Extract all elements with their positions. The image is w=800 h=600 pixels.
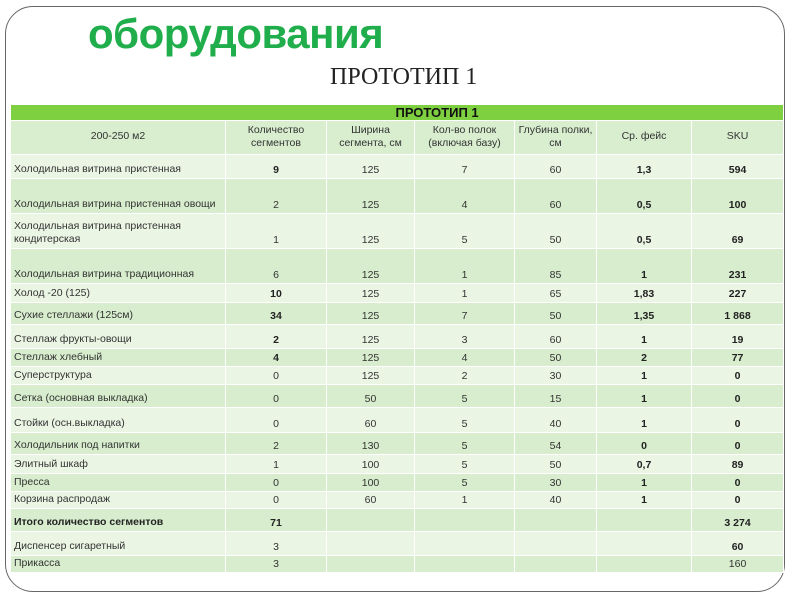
slide-subtitle: ПРОТОТИП 1 — [330, 64, 478, 90]
avg-facing: 1 — [597, 474, 692, 492]
table-row — [11, 509, 784, 532]
shelf-depth: 60 — [515, 325, 597, 349]
shelf-depth: 60 — [515, 155, 597, 179]
segments-count: 9 — [226, 155, 327, 179]
sku-count: 227 — [692, 284, 784, 303]
avg-facing: 1,35 — [597, 303, 692, 325]
avg-facing: 0,5 — [597, 214, 692, 249]
sku-count: 0 — [692, 492, 784, 509]
shelf-depth: 30 — [515, 367, 597, 385]
row-name: Стеллаж фрукты-овощи — [11, 325, 226, 349]
avg-facing: 1 — [597, 325, 692, 349]
shelf-depth: 85 — [515, 249, 597, 284]
shelf-depth: 30 — [515, 474, 597, 492]
shelves-count-header: Кол-во полок (включая базу) — [415, 121, 515, 155]
row-name: Итого количество сегментов — [11, 509, 226, 532]
segments-count-header: Количество сегментов — [226, 121, 327, 155]
row-name: Холодильная витрина пристенная кондитерская — [11, 214, 226, 249]
segments-count: 71 — [226, 509, 327, 532]
row-name: Сухие стеллажи (125см) — [11, 303, 226, 325]
shelf-depth: 15 — [515, 385, 597, 408]
row-name: Холод -20 (125) — [11, 284, 226, 303]
shelves-count: 4 — [415, 179, 515, 214]
slide-title: оборудования — [88, 10, 384, 57]
sku-count: 69 — [692, 214, 784, 249]
table-row — [11, 155, 784, 179]
table-row — [11, 433, 784, 455]
table-row — [11, 367, 784, 385]
avg-facing: 1 — [597, 385, 692, 408]
shelves-count: 1 — [415, 284, 515, 303]
table-row — [11, 214, 784, 249]
shelf-depth-header: Глубина полки, см — [515, 121, 597, 155]
segments-count: 2 — [226, 433, 327, 455]
shelves-count: 5 — [415, 385, 515, 408]
table-row — [11, 284, 784, 303]
sku-count: 0 — [692, 385, 784, 408]
segments-count: 0 — [226, 474, 327, 492]
shelves-count: 5 — [415, 214, 515, 249]
row-name: Корзина распродаж — [11, 492, 226, 509]
shelves-count — [415, 509, 515, 532]
sku-count: 100 — [692, 179, 784, 214]
shelf-depth: 50 — [515, 303, 597, 325]
shelves-count — [415, 556, 515, 573]
equipment-table — [10, 104, 784, 573]
shelves-count: 4 — [415, 349, 515, 367]
sku-count: 19 — [692, 325, 784, 349]
sku-count: 594 — [692, 155, 784, 179]
row-name: Пресса — [11, 474, 226, 492]
segments-count: 1 — [226, 214, 327, 249]
table-row — [11, 249, 784, 284]
segment-width: 100 — [327, 474, 415, 492]
segment-width: 100 — [327, 455, 415, 474]
avg-facing: 0,7 — [597, 455, 692, 474]
sku-count: 0 — [692, 408, 784, 433]
segment-width: 60 — [327, 408, 415, 433]
row-name: Холодильная витрина пристенная — [11, 155, 226, 179]
shelf-depth — [515, 532, 597, 556]
row-name: Холодильник под напитки — [11, 433, 226, 455]
avg-facing: 1,83 — [597, 284, 692, 303]
segment-width — [327, 509, 415, 532]
shelf-depth: 54 — [515, 433, 597, 455]
table-row — [11, 408, 784, 433]
shelf-depth: 50 — [515, 349, 597, 367]
segments-count: 6 — [226, 249, 327, 284]
row-name: Диспенсер сигаретный — [11, 532, 226, 556]
sku-count: 0 — [692, 433, 784, 455]
segment-width: 130 — [327, 433, 415, 455]
avg-facing: 1 — [597, 408, 692, 433]
shelf-depth: 40 — [515, 408, 597, 433]
shelves-count: 7 — [415, 155, 515, 179]
shelf-depth: 50 — [515, 214, 597, 249]
segment-width: 50 — [327, 385, 415, 408]
avg-facing: 2 — [597, 349, 692, 367]
shelf-depth: 65 — [515, 284, 597, 303]
avg-facing — [597, 556, 692, 573]
segment-width: 60 — [327, 492, 415, 509]
segments-count: 2 — [226, 179, 327, 214]
segment-width: 125 — [327, 325, 415, 349]
table-row — [11, 385, 784, 408]
row-name: Стойки (осн.выкладка) — [11, 408, 226, 433]
avg-facing: 1 — [597, 367, 692, 385]
segments-count: 3 — [226, 532, 327, 556]
segments-count: 0 — [226, 367, 327, 385]
sku-count: 231 — [692, 249, 784, 284]
avg-facing: 1 — [597, 492, 692, 509]
segments-count: 10 — [226, 284, 327, 303]
sku-count: 89 — [692, 455, 784, 474]
table-row — [11, 556, 784, 573]
segments-count: 3 — [226, 556, 327, 573]
segment-width: 125 — [327, 367, 415, 385]
shelves-count: 5 — [415, 474, 515, 492]
avg-facing-header: Ср. фейс — [597, 121, 692, 155]
row-name: Прикасса — [11, 556, 226, 573]
shelf-depth: 40 — [515, 492, 597, 509]
row-name: Суперструктура — [11, 367, 226, 385]
table-band-title: ПРОТОТИП 1 — [11, 105, 784, 121]
sku-count: 3 274 — [692, 509, 784, 532]
row-name: Холодильная витрина пристенная овощи — [11, 179, 226, 214]
segments-count: 34 — [226, 303, 327, 325]
sku-header: SKU — [692, 121, 784, 155]
avg-facing: 0 — [597, 433, 692, 455]
table-row — [11, 179, 784, 214]
shelves-count: 7 — [415, 303, 515, 325]
segments-count: 0 — [226, 408, 327, 433]
sku-count: 1 868 — [692, 303, 784, 325]
table-row — [11, 474, 784, 492]
segments-count: 0 — [226, 385, 327, 408]
table-row — [11, 455, 784, 474]
segment-width: 125 — [327, 284, 415, 303]
shelf-depth — [515, 556, 597, 573]
segments-count: 2 — [226, 325, 327, 349]
segments-count: 1 — [226, 455, 327, 474]
segment-width: 125 — [327, 349, 415, 367]
avg-facing — [597, 532, 692, 556]
shelves-count: 1 — [415, 249, 515, 284]
shelves-count: 5 — [415, 433, 515, 455]
row-name: Сетка (основная выкладка) — [11, 385, 226, 408]
row-name: Холодильная витрина традиционная — [11, 249, 226, 284]
shelves-count — [415, 532, 515, 556]
shelves-count: 1 — [415, 492, 515, 509]
table-row — [11, 303, 784, 325]
sku-count: 0 — [692, 367, 784, 385]
segment-width: 125 — [327, 214, 415, 249]
shelf-depth: 60 — [515, 179, 597, 214]
shelf-depth — [515, 509, 597, 532]
table-row — [11, 532, 784, 556]
sku-count: 77 — [692, 349, 784, 367]
shelves-count: 5 — [415, 408, 515, 433]
segment-width — [327, 532, 415, 556]
shelves-count: 2 — [415, 367, 515, 385]
segment-width — [327, 556, 415, 573]
avg-facing — [597, 509, 692, 532]
sku-count: 0 — [692, 474, 784, 492]
area-header: 200-250 м2 — [11, 121, 226, 155]
shelf-depth: 50 — [515, 455, 597, 474]
segments-count: 0 — [226, 492, 327, 509]
segment-width: 125 — [327, 155, 415, 179]
avg-facing: 0,5 — [597, 179, 692, 214]
segment-width: 125 — [327, 303, 415, 325]
row-name: Стеллаж хлебный — [11, 349, 226, 367]
segments-count: 4 — [226, 349, 327, 367]
sku-count: 160 — [692, 556, 784, 573]
table-row — [11, 325, 784, 349]
sku-count: 60 — [692, 532, 784, 556]
segment-width-header: Ширина сегмента, см — [327, 121, 415, 155]
avg-facing: 1 — [597, 249, 692, 284]
table-row — [11, 492, 784, 509]
segment-width: 125 — [327, 249, 415, 284]
shelves-count: 5 — [415, 455, 515, 474]
avg-facing: 1,3 — [597, 155, 692, 179]
shelves-count: 3 — [415, 325, 515, 349]
table-row — [11, 349, 784, 367]
segment-width: 125 — [327, 179, 415, 214]
row-name: Элитный шкаф — [11, 455, 226, 474]
